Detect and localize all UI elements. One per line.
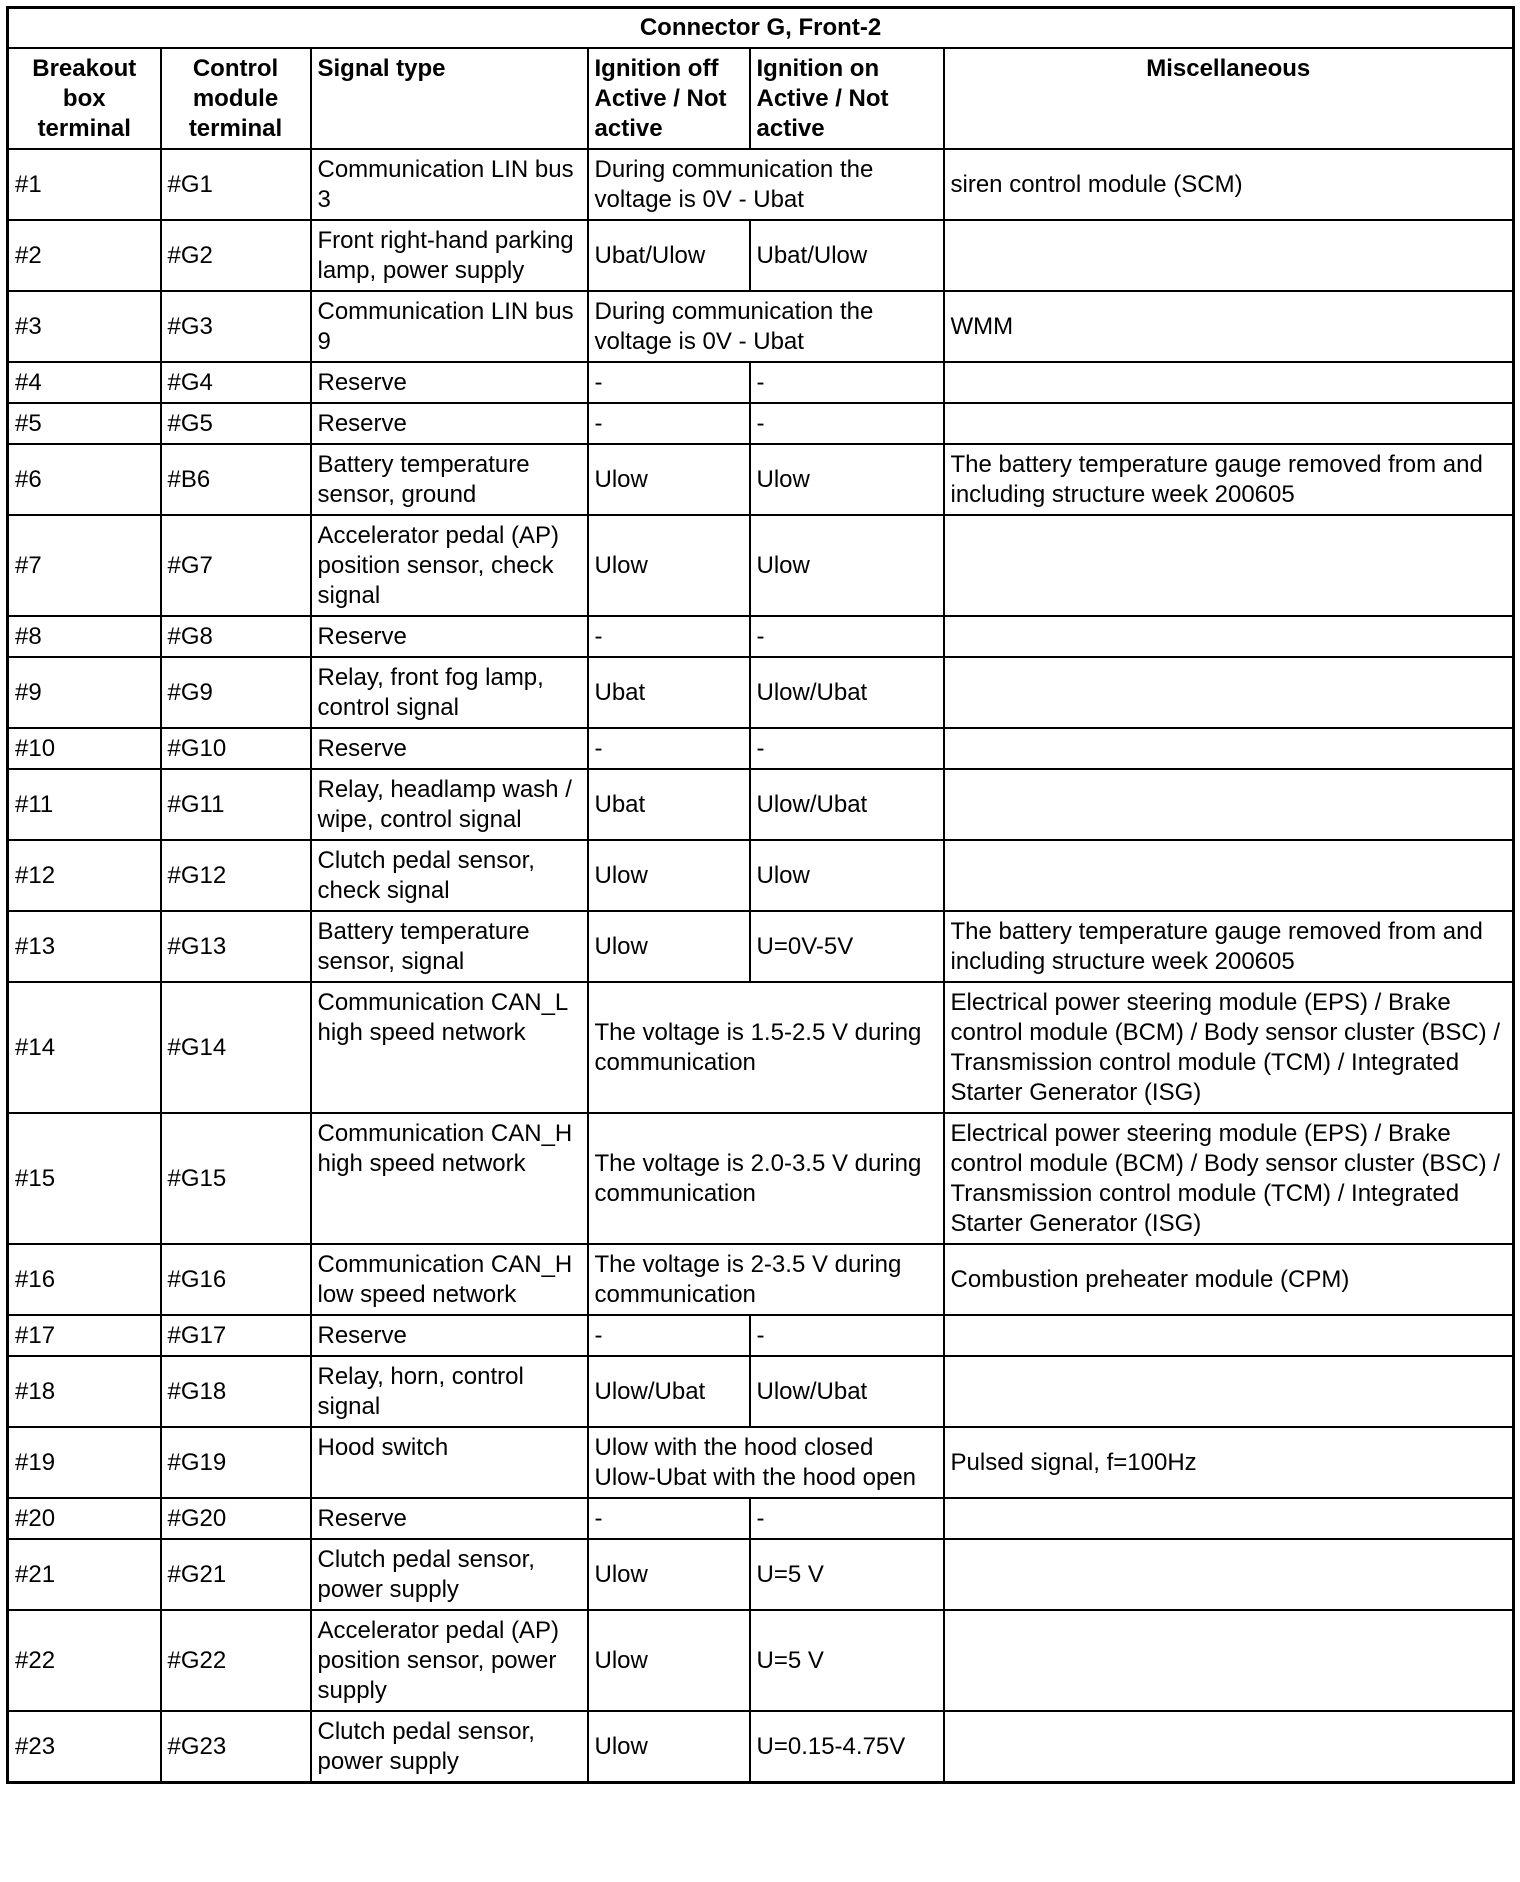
cell-control-terminal: #G17 — [161, 1315, 311, 1356]
cell-breakout-terminal: #10 — [8, 728, 161, 769]
cell-ignition-off: Ulow — [588, 1539, 750, 1610]
cell-breakout-terminal: #19 — [8, 1427, 161, 1498]
cell-miscellaneous: siren control module (SCM) — [944, 149, 1514, 220]
table-row — [8, 1427, 1514, 1498]
cell-breakout-terminal: #15 — [8, 1113, 161, 1244]
cell-ignition-on: Ubat/Ulow — [750, 220, 944, 291]
cell-ignition-on: Ulow/Ubat — [750, 769, 944, 840]
cell-signal-type: Communication CAN_H low speed network — [311, 1244, 588, 1315]
cell-signal-type: Communication CAN_H high speed network — [311, 1113, 588, 1244]
cell-signal-type: Accelerator pedal (AP) position sensor, power supply — [311, 1610, 588, 1711]
cell-ignition-span: During communication the voltage is 0V - Ubat — [588, 149, 944, 220]
cell-breakout-terminal: #8 — [8, 616, 161, 657]
cell-breakout-terminal: #1 — [8, 149, 161, 220]
cell-ignition-on: Ulow/Ubat — [750, 1356, 944, 1427]
cell-breakout-terminal: #4 — [8, 362, 161, 403]
cell-control-terminal: #G13 — [161, 911, 311, 982]
cell-ignition-off: Ulow — [588, 840, 750, 911]
cell-control-terminal: #G7 — [161, 515, 311, 616]
table-row — [8, 362, 1514, 403]
cell-signal-type: Battery temperature sensor, signal — [311, 911, 588, 982]
cell-ignition-off: Ubat — [588, 657, 750, 728]
cell-miscellaneous — [944, 1498, 1514, 1539]
cell-signal-type: Hood switch — [311, 1427, 588, 1498]
cell-control-terminal: #G23 — [161, 1711, 311, 1783]
cell-control-terminal: #G4 — [161, 362, 311, 403]
cell-control-terminal: #G10 — [161, 728, 311, 769]
cell-signal-type: Communication CAN_L high speed network — [311, 982, 588, 1113]
cell-ignition-off: Ulow — [588, 1610, 750, 1711]
header-misc: Miscellaneous — [944, 48, 1514, 149]
table-row — [8, 1610, 1514, 1711]
cell-miscellaneous — [944, 220, 1514, 291]
cell-miscellaneous — [944, 840, 1514, 911]
cell-breakout-terminal: #16 — [8, 1244, 161, 1315]
table-row — [8, 1113, 1514, 1244]
cell-miscellaneous — [944, 515, 1514, 616]
cell-miscellaneous — [944, 1610, 1514, 1711]
cell-breakout-terminal: #9 — [8, 657, 161, 728]
cell-control-terminal: #G18 — [161, 1356, 311, 1427]
table-row — [8, 616, 1514, 657]
table-row — [8, 403, 1514, 444]
table-row — [8, 444, 1514, 515]
cell-miscellaneous: The battery temperature gauge removed from and including structure week 200605 — [944, 911, 1514, 982]
cell-miscellaneous: Electrical power steering module (EPS) / Brake control module (BCM) / Body sensor cluster (BSC) / Transmission control module (TCM) / Integrated Starter Generator (ISG) — [944, 1113, 1514, 1244]
cell-miscellaneous — [944, 769, 1514, 840]
cell-miscellaneous — [944, 728, 1514, 769]
cell-miscellaneous: Combustion preheater module (CPM) — [944, 1244, 1514, 1315]
header-breakout: Breakout box terminal — [8, 48, 161, 149]
cell-ignition-span: The voltage is 2.0-3.5 V during communication — [588, 1113, 944, 1244]
cell-ignition-on: U=5 V — [750, 1610, 944, 1711]
table-row — [8, 1244, 1514, 1315]
cell-breakout-terminal: #7 — [8, 515, 161, 616]
cell-signal-type: Relay, headlamp wash / wipe, control signal — [311, 769, 588, 840]
cell-ignition-on: U=5 V — [750, 1539, 944, 1610]
cell-ignition-on: - — [750, 1315, 944, 1356]
cell-miscellaneous — [944, 1356, 1514, 1427]
header-signal: Signal type — [311, 48, 588, 149]
cell-control-terminal: #G3 — [161, 291, 311, 362]
cell-control-terminal: #G5 — [161, 403, 311, 444]
table-row — [8, 291, 1514, 362]
cell-signal-type: Reserve — [311, 362, 588, 403]
cell-ignition-on: - — [750, 728, 944, 769]
table-row — [8, 657, 1514, 728]
cell-control-terminal: #G8 — [161, 616, 311, 657]
cell-ignition-span: During communication the voltage is 0V - Ubat — [588, 291, 944, 362]
cell-breakout-terminal: #11 — [8, 769, 161, 840]
cell-breakout-terminal: #20 — [8, 1498, 161, 1539]
table-title: Connector G, Front-2 — [8, 8, 1514, 49]
cell-signal-type: Battery temperature sensor, ground — [311, 444, 588, 515]
table-row — [8, 982, 1514, 1113]
cell-ignition-off: - — [588, 1498, 750, 1539]
connector-table — [6, 6, 1515, 1784]
cell-control-terminal: #G22 — [161, 1610, 311, 1711]
cell-ignition-off: - — [588, 362, 750, 403]
cell-breakout-terminal: #17 — [8, 1315, 161, 1356]
cell-miscellaneous: WMM — [944, 291, 1514, 362]
table-row — [8, 1356, 1514, 1427]
cell-ignition-off: Ulow — [588, 444, 750, 515]
cell-ignition-off: - — [588, 616, 750, 657]
cell-miscellaneous — [944, 403, 1514, 444]
cell-ignition-on: Ulow/Ubat — [750, 657, 944, 728]
cell-signal-type: Clutch pedal sensor, check signal — [311, 840, 588, 911]
table-row — [8, 1711, 1514, 1783]
cell-signal-type: Reserve — [311, 1315, 588, 1356]
cell-ignition-off: Ubat/Ulow — [588, 220, 750, 291]
header-control: Control module terminal — [161, 48, 311, 149]
cell-signal-type: Accelerator pedal (AP) position sensor, check signal — [311, 515, 588, 616]
cell-control-terminal: #G9 — [161, 657, 311, 728]
cell-control-terminal: #G11 — [161, 769, 311, 840]
cell-breakout-terminal: #22 — [8, 1610, 161, 1711]
table-row — [8, 1498, 1514, 1539]
cell-signal-type: Reserve — [311, 1498, 588, 1539]
cell-signal-type: Reserve — [311, 728, 588, 769]
cell-control-terminal: #G14 — [161, 982, 311, 1113]
cell-breakout-terminal: #12 — [8, 840, 161, 911]
cell-control-terminal: #G12 — [161, 840, 311, 911]
cell-ignition-on: Ulow — [750, 444, 944, 515]
cell-signal-type: Communication LIN bus 3 — [311, 149, 588, 220]
cell-signal-type: Reserve — [311, 403, 588, 444]
table-row — [8, 911, 1514, 982]
cell-ignition-off: Ulow — [588, 515, 750, 616]
cell-control-terminal: #G2 — [161, 220, 311, 291]
cell-ignition-off: Ubat — [588, 769, 750, 840]
cell-breakout-terminal: #14 — [8, 982, 161, 1113]
cell-signal-type: Communication LIN bus 9 — [311, 291, 588, 362]
cell-signal-type: Relay, front fog lamp, control signal — [311, 657, 588, 728]
cell-miscellaneous — [944, 1539, 1514, 1610]
cell-ignition-off: Ulow — [588, 1711, 750, 1783]
cell-ignition-on: Ulow — [750, 840, 944, 911]
cell-ignition-on: Ulow — [750, 515, 944, 616]
cell-breakout-terminal: #18 — [8, 1356, 161, 1427]
cell-control-terminal: #G15 — [161, 1113, 311, 1244]
cell-signal-type: Relay, horn, control signal — [311, 1356, 588, 1427]
cell-ignition-on: - — [750, 1498, 944, 1539]
cell-breakout-terminal: #6 — [8, 444, 161, 515]
cell-control-terminal: #G20 — [161, 1498, 311, 1539]
cell-breakout-terminal: #5 — [8, 403, 161, 444]
cell-miscellaneous — [944, 362, 1514, 403]
table-row — [8, 728, 1514, 769]
cell-breakout-terminal: #13 — [8, 911, 161, 982]
cell-ignition-span: The voltage is 2-3.5 V during communication — [588, 1244, 944, 1315]
cell-breakout-terminal: #21 — [8, 1539, 161, 1610]
header-ign-on: Ignition on Active / Not active — [750, 48, 944, 149]
table-row — [8, 220, 1514, 291]
table-row — [8, 1539, 1514, 1610]
cell-miscellaneous — [944, 657, 1514, 728]
cell-miscellaneous: The battery temperature gauge removed from and including structure week 200605 — [944, 444, 1514, 515]
table-row — [8, 769, 1514, 840]
cell-control-terminal: #G19 — [161, 1427, 311, 1498]
cell-miscellaneous: Electrical power steering module (EPS) / Brake control module (BCM) / Body sensor cluster (BSC) / Transmission control module (TCM) / Integrated Starter Generator (ISG) — [944, 982, 1514, 1113]
connector-table-container — [6, 6, 1512, 1784]
cell-miscellaneous — [944, 1711, 1514, 1783]
cell-miscellaneous — [944, 616, 1514, 657]
cell-control-terminal: #B6 — [161, 444, 311, 515]
cell-control-terminal: #G21 — [161, 1539, 311, 1610]
cell-ignition-off: Ulow/Ubat — [588, 1356, 750, 1427]
cell-signal-type: Clutch pedal sensor, power supply — [311, 1539, 588, 1610]
cell-ignition-on: - — [750, 362, 944, 403]
cell-ignition-off: Ulow — [588, 911, 750, 982]
cell-breakout-terminal: #3 — [8, 291, 161, 362]
cell-miscellaneous — [944, 1315, 1514, 1356]
cell-ignition-off: - — [588, 403, 750, 444]
cell-ignition-span: The voltage is 1.5-2.5 V during communication — [588, 982, 944, 1113]
table-row — [8, 840, 1514, 911]
cell-ignition-span: Ulow with the hood closed Ulow-Ubat with the hood open — [588, 1427, 944, 1498]
header-row — [8, 48, 1514, 149]
cell-control-terminal: #G1 — [161, 149, 311, 220]
cell-ignition-on: U=0.15-4.75V — [750, 1711, 944, 1783]
cell-miscellaneous: Pulsed signal, f=100Hz — [944, 1427, 1514, 1498]
cell-control-terminal: #G16 — [161, 1244, 311, 1315]
cell-breakout-terminal: #2 — [8, 220, 161, 291]
cell-ignition-off: - — [588, 1315, 750, 1356]
cell-signal-type: Clutch pedal sensor, power supply — [311, 1711, 588, 1783]
table-row — [8, 149, 1514, 220]
cell-ignition-off: - — [588, 728, 750, 769]
cell-signal-type: Front right-hand parking lamp, power supply — [311, 220, 588, 291]
cell-ignition-on: U=0V-5V — [750, 911, 944, 982]
table-body — [8, 149, 1514, 1783]
cell-breakout-terminal: #23 — [8, 1711, 161, 1783]
cell-ignition-on: - — [750, 403, 944, 444]
table-row — [8, 515, 1514, 616]
header-ign-off: Ignition off Active / Not active — [588, 48, 750, 149]
table-row — [8, 1315, 1514, 1356]
cell-ignition-on: - — [750, 616, 944, 657]
cell-signal-type: Reserve — [311, 616, 588, 657]
